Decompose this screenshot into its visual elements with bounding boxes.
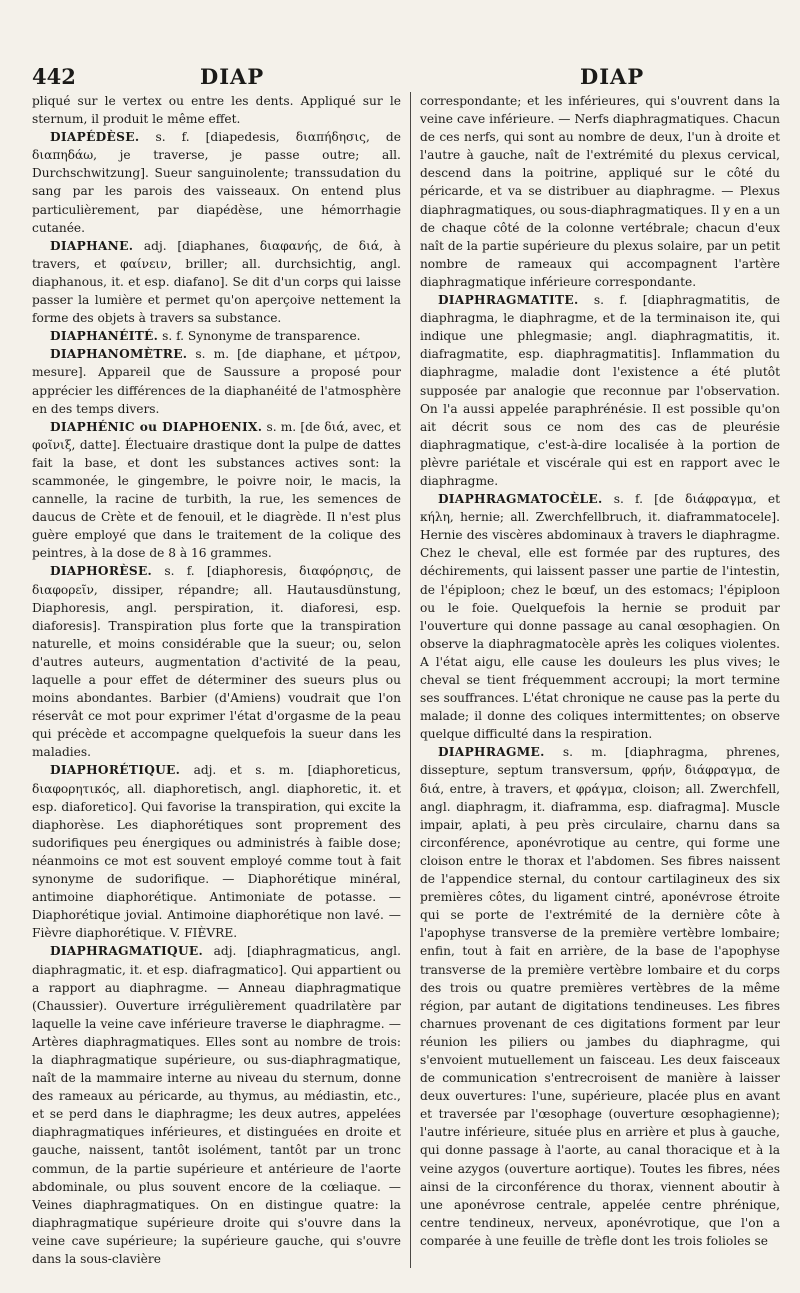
left-column <box>32 92 411 1268</box>
entry <box>32 92 401 128</box>
page-number: 442 <box>32 64 76 89</box>
entry-text: s. m. [diaphragma, phrenes, dissepture, septum transversum, φρήν, διάφραγμα, de διά, entre, à travers, et φράγμα, cloison; all. Zwerchfell, angl. diaphragm, it. diaframma, esp. diafragma]. Muscle impair, aplati, à peu près circulaire, charnu dans sa circonférence, aponévrotique au centre, qui forme une cloison entre le thorax et l'abdomen. Ses fibres naissent de l'appendice sternal, du contour cartilagineux des six premières côtes, du ligament cintré, aponévrose étroite qui se porte de l'extrémité de la dernière côte à l'apophyse transverse de la première vertèbre lombaire; enfin, tout à fait en arrière, de la base de l'apophyse transverse de la première vertèbre lombaire et du corps des trois ou quatre premières vertèbres de la même région, par autant de digitations tendineuses. Les fibres charnues provenant de ces digitations forment par leur réunion les piliers ou jambes du diaphragme, qui s'envoient mutuellement un faisceau. Les deux faisceaux de communication s'entrecroisent de manière à laisser deux ouvertures: l'une, supérieure, placée plus en avant et traversée par l'œsophage (ouverture œsophagienne); l'autre inférieure, située plus en arrière et plus à gauche, qui donne passage à l'aorte, au canal thoracique et à la veine azygos (ouverture aortique). Toutes les fibres, nées ainsi de la circonférence du thorax, viennent aboutir à une aponévrose centrale, appelée centre phrénique, centre tendineux, nerveux, aponévrotique, que l'on a comparée à une feuille de trèfle dont les trois folioles se <box>419 745 780 1248</box>
entry-text: s. f. Synonyme de transparence. <box>158 329 361 344</box>
entry-headword: DIAPHRAGMATOCÈLE. <box>437 492 603 507</box>
entry-text: correspondante; et les inférieures, qui s'ouvrent dans la veine cave inférieure. — Nerfs diaphragmatiques. Chacun de ces nerfs, qui sont au nombre de deux, l'un à droite et l'autre à gauche, naît de l'extrémité du plexus cervical, descend dans la poitrine, appliqué sur le côté du péricarde, et va se distribuer au diaphragme. — Plexus diaphragmatiques, ou sous-diaphragmatiques. Il y en a un de chaque côté de la colonne vertébrale; chacun d'eux naît de la partie supérieure du plexus solaire, par un petit nombre de rameaux qui accompagnent l'artère diaphragmatique inférieure correspondante. <box>419 94 780 289</box>
entry-text: s. f. [diaphragmatitis, de diaphragma, le diaphragme, et de la terminaison ite, qui indique une phlegmasie; angl. diaphragmatitis, it. diafragmatite, esp. diaphragmatitis]. Inflammation du diaphragme, maladie dont l'existence a été plutôt supposée par analogie que reconnue par l'observation. On l'a aussi appelée paraphrénésie. Il est possible qu'on ait décrit sous ce nom des cas de pleurésie diaphragmatique, c'est-à-dire localisée à la portion de plèvre pariétale et viscérale qui est en rapport avec le diaphragme. <box>419 293 780 488</box>
entry-headword: DIAPHORÉTIQUE. <box>50 763 181 778</box>
right-running-head: DIAP <box>580 64 645 89</box>
entry-headword: DIAPHANE. <box>50 238 134 253</box>
entry <box>32 237 401 327</box>
text-columns <box>32 92 780 1268</box>
entry <box>420 490 780 743</box>
entry-headword: DIAPHRAGME. <box>437 745 545 760</box>
entry <box>32 418 401 563</box>
entry-headword: DIAPHANOMÈTRE. <box>50 347 188 362</box>
entry-text: s. m. [de diaphane, et μέτρον, mesure]. Appareil que de Saussure a proposé pour apprécier les différences de la diaphanéité de l'atmosphère en des temps divers. <box>32 347 401 416</box>
entry-text: adj. [diaphragmaticus, angl. diaphragmatic, it. et esp. diafragmatico]. Qui appartient ou a rapport au diaphragme. — Anneau diaphragmatique (Chaussier). Ouverture irrégulièrement quadrilatère par laquelle la veine cave inférieure traverse le diaphragme. — Artères diaphragmatiques. Elles sont au nombre de trois: la diaphragmatique supérieure, ou sus-diaphragmatique, naît de la mammaire interne au niveau du sternum, donne des rameaux au péricarde, au thymus, au médiastin, etc., et se perd dans le diaphragme; les deux autres, appelées diaphragmatiques inférieures, et distinguées en droite et gauche, naissent, tantôt isolément, tantôt par un tronc commun, de la partie supérieure et antérieure de l'aorte abdominale, ou plus souvent encore de la cœliaque. — Veines diaphragmatiques. On en distingue quatre: la diaphragmatique supérieure droite qui s'ouvre dans la veine cave supérieure; la supérieure gauche, qui s'ouvre dans la sous-clavière <box>32 944 401 1266</box>
entry-text: pliqué sur le vertex ou entre les dents. Appliqué sur le sternum, il produit le même effet. <box>32 94 401 127</box>
entry-headword: DIAPHORÈSE. <box>50 564 153 579</box>
entry <box>32 128 401 237</box>
entry-text: s. f. [de διάφραγμα, et κήλη, hernie; all. Zwerchfellbruch, it. diaframmatocele]. Hernie des viscères abdominaux à travers le diaphragme. Chez le cheval, elle est formée par des ruptures, des déchirements, qui laissent passer une partie de l'intestin, de l'épiploon; chez le bœuf, un des estomacs; l'épiploon ou le foie. Quelquefois la hernie se produit par l'ouverture qui donne passage au canal œsophagien. On observe la diaphragmatocèle après les coliques violentes. A l'état aigu, elle cause les douleurs les plus vives; le cheval se tient fréquemment accroupi; la mort termine ses souffrances. L'état chronique ne cause pas la perte du malade; il donne des coliques intermittentes; on observe quelque difficulté dans la respiration. <box>419 492 780 742</box>
entry-headword: DIAPHRAGMATIQUE. <box>50 944 204 959</box>
entry-headword: DIAPHRAGMATITE. <box>437 293 579 308</box>
entry-headword: DIAPHÉNIC ou DIAPHOENIX. <box>50 419 263 434</box>
entry <box>420 291 780 490</box>
entry-text: s. f. [diapedesis, διαπήδησις, de διαπηδάω, je traverse, je passe outre; all. Durchschwitzung]. Sueur sanguinolente; transsudation du sang par les parois des vaisseaux. On entend plus particulièrement, par diapédèse, une hémorrhagie cutanée. <box>32 130 401 235</box>
entry <box>32 562 401 761</box>
entry-text: s. f. [diaphoresis, διαφόρησις, de διαφορεῖν, dissiper, répandre; all. Hautausdünstung, Diaphoresis, angl. perspiration, it. diaforesi, esp. diaforesis]. Transpiration plus forte que la transpiration naturelle, et moins considérable que la sueur; ou, selon d'autres auteurs, augmentation d'activité de la peau, laquelle a pour effet de déterminer des sueurs plus ou moins abondantes. Barbier (d'Amiens) voudrait que l'on réservât ce mot pour exprimer l'état d'orgasme de la peau qui précède et accompagne quelquefois la sueur dans les maladies. <box>32 564 401 760</box>
entry-headword: DIAPÉDÈSE. <box>50 130 140 145</box>
entry-text: adj. [diaphanes, διαφανής, de διά, à travers, et φαίνειν, briller; all. durchsichtig, angl. diaphanous, it. et esp. diafano]. Se dit d'un corps qui laisse passer la lumière et permet qu'on aperçoive nettement la forme des objets à travers sa substance. <box>32 238 401 326</box>
entry <box>420 92 780 291</box>
entry-headword: DIAPHANÉITÉ. <box>50 329 159 344</box>
entry <box>32 327 401 345</box>
entry-text: adj. et s. m. [diaphoreticus, διαφορητικός, all. diaphoretisch, angl. diaphoretic, it. et esp. diaforetico]. Qui favorise la transpiration, qui excite la diaphorèse. Les diaphorétiques sont proprement des sudorifiques peu énergiques ou administrés à faible dose; néanmoins ce mot est souvent employé comme tout à fait synonyme de sudorifique. — Diaphorétique minéral, antimoine diaphorétique. Antimoniate de potasse. — Diaphorétique jovial. Antimoine diaphorétique non lavé. — Fièvre diaphorétique. V. FIÈVRE. <box>32 763 401 941</box>
right-column <box>411 92 780 1268</box>
entry <box>32 942 401 1268</box>
entry-text: s. m. [de διά, avec, et φοῖνιξ, datte]. Électuaire drastique dont la pulpe de dattes fait la base, et dont les substances actives sont: la scammonée, le gingembre, le poivre noir, le macis, la cannelle, la racine de turbith, la rue, les semences de daucus de Crète et de fenouil, et le diagrède. Il n'est plus guère employé que dans le traitement de la colique des peintres, à la dose de 8 à 16 grammes. <box>32 419 401 561</box>
entry <box>420 743 780 1250</box>
entry <box>32 345 401 417</box>
entry <box>32 761 401 942</box>
page-header <box>32 58 780 92</box>
left-running-head: DIAP <box>200 64 265 89</box>
